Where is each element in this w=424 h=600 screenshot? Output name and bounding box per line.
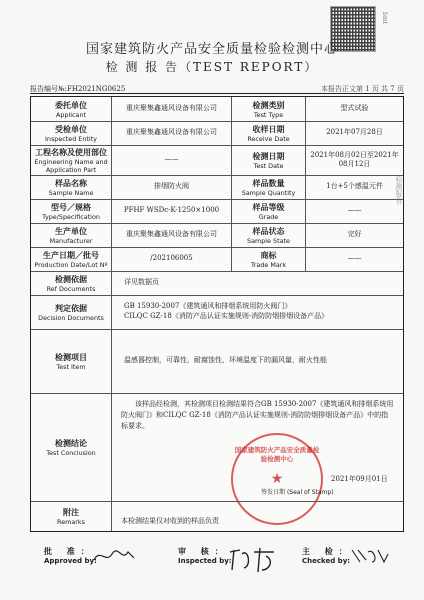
row-decision-documents bbox=[31, 295, 403, 330]
row-type-spec bbox=[31, 199, 403, 224]
label-en: Trade Mark bbox=[250, 260, 287, 269]
approved-by bbox=[44, 546, 97, 565]
approved-label-en: Approved by: bbox=[44, 557, 97, 565]
value: 重庆聚集鑫通风设备有限公司 bbox=[126, 104, 217, 113]
label-en: Grade bbox=[258, 212, 279, 221]
value: —— bbox=[164, 155, 179, 164]
label-en: Manufacturer bbox=[49, 236, 93, 245]
label-en: Decision Documents bbox=[38, 313, 104, 322]
label-cn: 附注 bbox=[63, 506, 79, 517]
inspected-by bbox=[178, 546, 232, 565]
label-en: Ref Documents bbox=[46, 284, 96, 293]
value: 完好 bbox=[347, 230, 362, 239]
issue-date-label-en: (Seal of Stamp) bbox=[286, 489, 334, 496]
report-number: 报告编号№:FH2021NG0625 bbox=[30, 85, 126, 93]
label-cn: 检测结论 bbox=[55, 437, 87, 448]
label-cn: 工程名称及使用部位 bbox=[35, 146, 107, 157]
decision-line-2: CILQC GZ-18《消防产品认证实施规则-消防防烟排烟设备产品》 bbox=[124, 312, 329, 320]
label-cn: 样品状态 bbox=[252, 225, 285, 236]
header-divider bbox=[30, 93, 404, 94]
value: 排烟防火阀 bbox=[154, 182, 189, 191]
value: —— bbox=[347, 254, 362, 263]
report-title: 检 测 报 告（TEST REPORT） bbox=[105, 60, 319, 74]
approved-label-cn: 批 准： bbox=[44, 546, 95, 556]
conclusion-text: 该样品经检测，其检测项目检测结果符合GB 15930-2007《建筑通风和排烟系统用防火阀门》和CILQC GZ-18《消防产品认证实施规则-消防防烟排烟设备产品》中的指标要求。 bbox=[121, 400, 394, 431]
label-en: Applicant bbox=[55, 110, 87, 119]
decision-line-1: GB 15930-2007《建筑通风和排烟系统用防火阀门》 bbox=[124, 302, 292, 311]
row-sample-name bbox=[31, 175, 403, 200]
label-en: Remarks bbox=[57, 517, 85, 526]
issue-date-label-cn: 签发日期 bbox=[261, 489, 286, 496]
report-form bbox=[30, 96, 404, 532]
label-cn: 判定依据 bbox=[55, 302, 87, 313]
seal-text: 国家建筑防火产品安全质量检验检测中心 bbox=[234, 446, 320, 463]
remark-text: 本检测结果仅对收到的样品负责 bbox=[121, 517, 219, 525]
label-cn: 生产日期／批号 bbox=[43, 249, 99, 260]
label-cn: 商标 bbox=[260, 249, 277, 260]
checked-by bbox=[302, 546, 353, 565]
label-en: Sample State bbox=[247, 236, 290, 245]
page-info: 本报告正文第 1 页 共 7 页 bbox=[320, 85, 404, 93]
label-en: Test Date bbox=[253, 161, 284, 170]
label-en: Test Item bbox=[56, 362, 86, 371]
inspector-signature bbox=[226, 546, 280, 574]
label-cn: 生产单位 bbox=[55, 225, 87, 236]
inspected-label-cn: 审 核： bbox=[178, 546, 229, 556]
row-inspected-entity bbox=[31, 121, 403, 146]
label-en: Inspected Entity bbox=[45, 134, 97, 143]
checker-signature bbox=[350, 546, 390, 566]
row-remarks bbox=[31, 501, 403, 531]
value: 1台+5个感温元件 bbox=[326, 182, 383, 191]
label-en: Test Type bbox=[253, 110, 284, 119]
value: PFHF WSDc-K-1250×1000 bbox=[123, 206, 220, 215]
label-cn: 检测依据 bbox=[55, 273, 87, 284]
label-en: Sample Quantity bbox=[241, 188, 296, 197]
label-en: Test Conclusion bbox=[46, 448, 96, 457]
row-manufacturer bbox=[31, 223, 403, 248]
label-cn: 检测类别 bbox=[252, 99, 285, 110]
row-ref-documents bbox=[31, 271, 403, 296]
row-production-date bbox=[31, 247, 403, 272]
conclusion-date: 2021年09月01日 bbox=[331, 475, 388, 483]
value: —— bbox=[347, 206, 362, 215]
row-applicant bbox=[31, 97, 403, 122]
value: 2021年07月28日 bbox=[326, 128, 383, 137]
value: 详见数据页 bbox=[124, 278, 159, 287]
value: 2021年08月02日至2021年08月12日 bbox=[310, 150, 399, 168]
label-cn: 收样日期 bbox=[252, 123, 285, 134]
label-en: Receive Date bbox=[247, 134, 290, 143]
checked-label-en: Checked by: bbox=[302, 557, 351, 565]
row-test-item bbox=[31, 329, 403, 394]
label-en: Sample Name bbox=[48, 188, 94, 197]
organization-name: 国家建筑防火产品安全质量检验检测中心 bbox=[85, 42, 338, 57]
issue-date-label bbox=[261, 487, 334, 496]
label-cn: 检测项目 bbox=[55, 351, 87, 362]
seal-star-icon: ★ bbox=[270, 471, 284, 487]
checked-label-cn: 主 检： bbox=[302, 546, 353, 556]
row-conclusion bbox=[31, 393, 403, 502]
label-cn: 样品名称 bbox=[55, 177, 87, 188]
label-cn: 型号／规格 bbox=[51, 201, 91, 212]
row-engineering bbox=[31, 145, 403, 176]
label-cn: 样品数量 bbox=[252, 177, 285, 188]
qr-side-label: bmt bbox=[381, 12, 388, 24]
value: /202106005 bbox=[150, 254, 193, 263]
approver-signature bbox=[92, 546, 136, 566]
label-cn: 委托单位 bbox=[55, 99, 87, 110]
value: 温感器控制，可靠性，耐腐蚀性，环境温度下的漏风量，耐火性能 bbox=[124, 356, 327, 365]
value: 型式试验 bbox=[340, 104, 369, 113]
label-cn: 受检单位 bbox=[55, 123, 87, 134]
label-cn: 检测日期 bbox=[252, 150, 285, 161]
value: 重庆聚集鑫通风设备有限公司 bbox=[126, 230, 217, 239]
value: 重庆聚集鑫通风设备有限公司 bbox=[126, 128, 217, 137]
side-watermark: 检测报告 bbox=[395, 176, 403, 204]
inspected-label-en: Inspected by: bbox=[178, 557, 232, 565]
label-en: Production Date/Lot Nº bbox=[34, 260, 108, 269]
label-cn: 样品等级 bbox=[252, 201, 285, 212]
label-en: Engineering Name and Application Part bbox=[34, 157, 108, 174]
label-en: Type/Specification bbox=[42, 212, 100, 221]
